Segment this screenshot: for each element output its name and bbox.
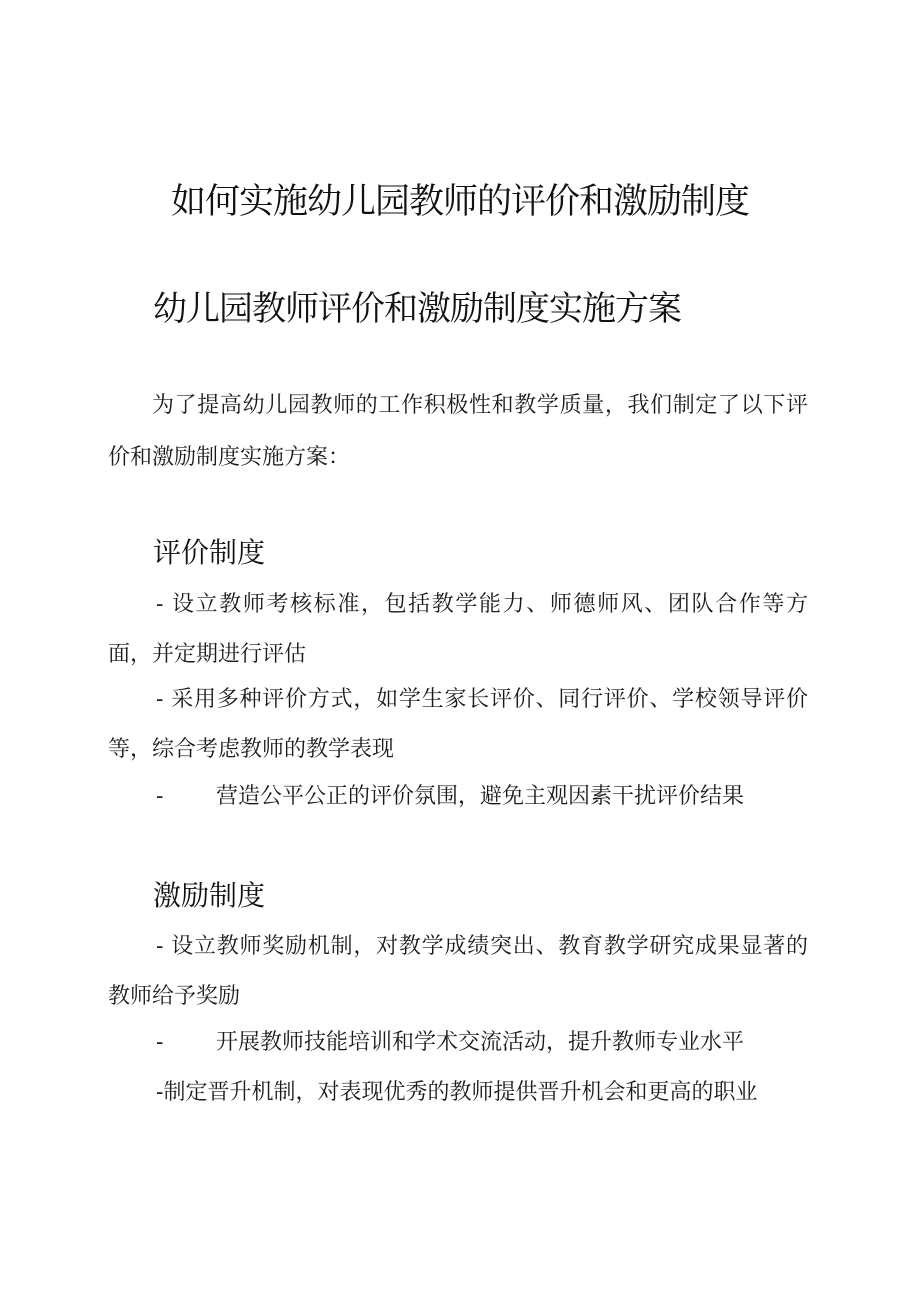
document-title: 如何实施幼儿园教师的评价和激励制度 (170, 182, 749, 222)
list-item-text: 营造公平公正的评价氛围，避免主观因素干扰评价结果 (216, 784, 745, 809)
incentive-item-1 (108, 922, 808, 1022)
list-item-text: 制定晋升机制，对表现优秀的教师提供晋升机会和更高的职业 (163, 1080, 758, 1105)
section-heading-evaluation: 评价制度 (153, 536, 266, 569)
intro-paragraph: 为了提高幼儿园教师的工作积极性和教学质量，我们制定了以下评价和激励制度实施方案： (108, 393, 808, 470)
incentive-item-2 (156, 1018, 808, 1068)
section-heading-incentive: 激励制度 (153, 879, 266, 912)
document-subtitle: 幼儿园教师评价和激励制度实施方案 (153, 289, 681, 329)
evaluation-item-1 (108, 580, 808, 680)
incentive-item-3 (156, 1068, 808, 1118)
list-dash: - (156, 592, 164, 617)
list-item-text: 采用多种评价方式，如学生家长评价、同行评价、学校领导评价等，综合考虑教师的教学表现 (108, 687, 808, 762)
evaluation-item-3 (156, 772, 808, 822)
list-dash: - (156, 687, 164, 712)
list-item-text: 设立教师考核标准，包括教学能力、师德师风、团队合作等方面，并定期进行评估 (108, 592, 808, 667)
list-dash: - (156, 934, 164, 959)
list-item-text: 开展教师技能培训和学术交流活动，提升教师专业水平 (216, 1030, 745, 1055)
list-item-text: 设立教师奖励机制，对教学成绩突出、教育教学研究成果显著的教师给予奖励 (108, 934, 808, 1009)
list-dash: - (156, 1030, 164, 1055)
list-dash: - (156, 784, 164, 809)
evaluation-item-2 (108, 675, 808, 775)
list-dash: - (156, 1080, 164, 1105)
